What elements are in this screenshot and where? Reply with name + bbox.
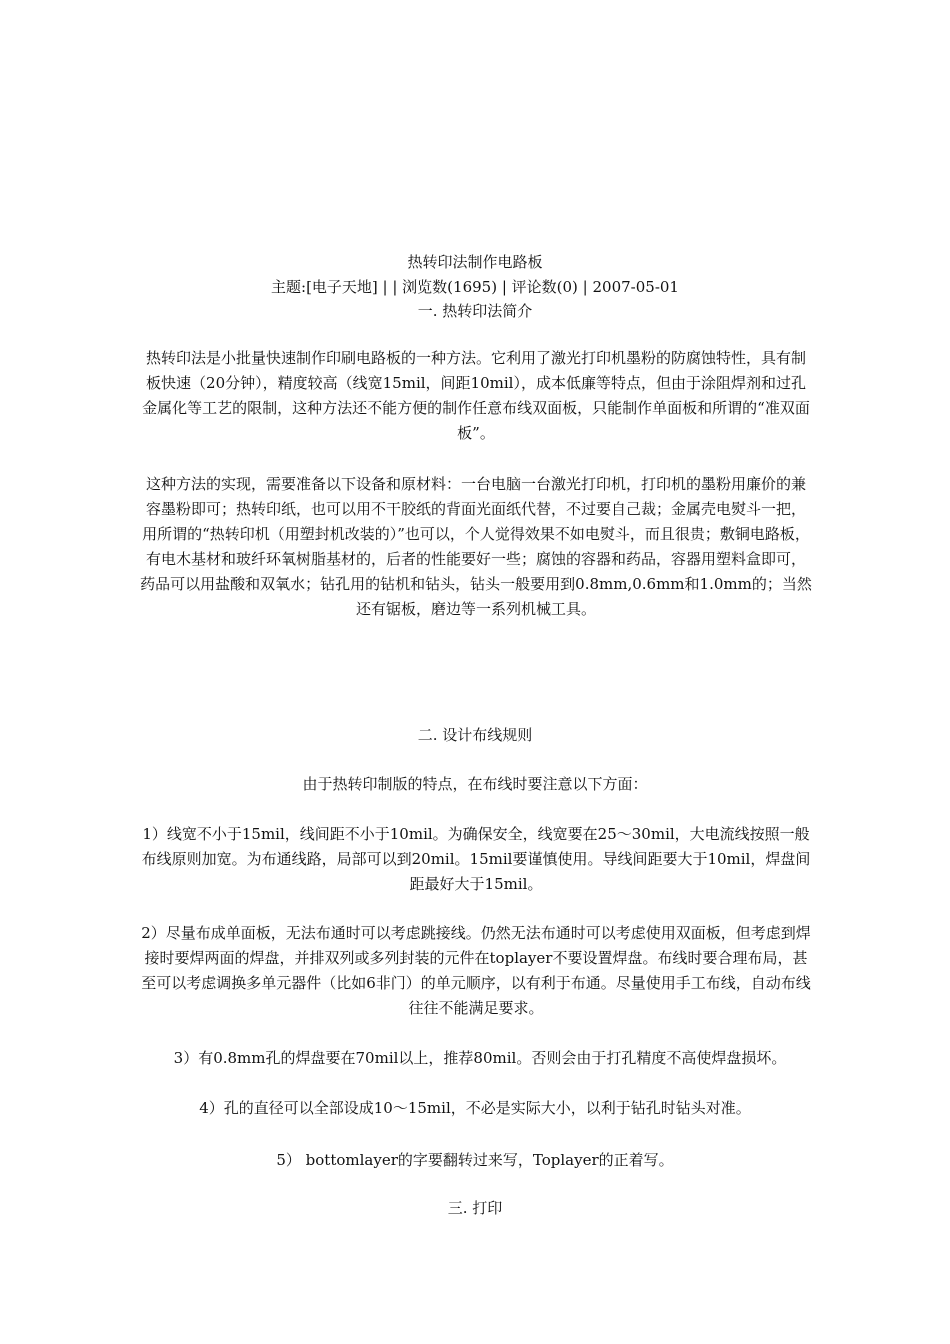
section-heading-1: 一. 热转印法简介 <box>417 302 533 320</box>
rule-item-2: 2）尽量布成单面板，无法布通时可以考虑跳接线。仍然无法布通时可以考虑使用双面板，但考虑到焊接时要焊两面的焊盘，并排双列或多列封装的元件在toplayer不要设置焊盘。布线时要合理布局，甚至可以考虑调换多单元器件（比如6非门）的单元顺序，以有利于布通。尽量使用手工布线，自动布线往往不能满足要求。 <box>141 924 811 1017</box>
section-heading-2: 二. 设计布线规则 <box>417 726 533 744</box>
section-2-intro: 由于热转印制版的特点，在布线时要注意以下方面： <box>302 775 648 793</box>
rule-item-1: 1）线宽不小于15mil，线间距不小于10mil。为确保安全，线宽要在25～30mil，大电流线按照一般布线原则加宽。为布通线路，局部可以到20mil。15mil要谨慎使用。导线间距要大于10mil，焊盘间距最好大于15mil。 <box>141 825 811 893</box>
rule-item-4: 4）孔的直径可以全部设成10～15mil，不必是实际大小，以利于钻孔时钻头对准。 <box>199 1099 751 1117</box>
paragraph-materials: 这种方法的实现，需要准备以下设备和原材料：一台电脑一台激光打印机，打印机的墨粉用廉价的兼容墨粉即可；热转印纸，也可以用不干胶纸的背面光面纸代替，不过要自己裁；金属壳电熨斗一把，用所谓的“热转印机（用塑封机改装的）”也可以，个人觉得效果不如电熨斗，而且很贵；敷铜电路板，有电木基材和玻纤环氧树脂基材的，后者的性能要好一些；腐蚀的容器和药品，容器用塑料盒即可，药品可以用盐酸和双氧水；钻孔用的钻机和钻头，钻头一般要用到0.8mm,0.6mm和1.0mm的；当然还有锯板，磨边等一系列机械工具。 <box>140 475 812 618</box>
rule-item-3: 3）有0.8mm孔的焊盘要在70mil以上，推荐80mil。否则会由于打孔精度不高使焊盘损坏。 <box>173 1049 787 1067</box>
page-title: 热转印法制作电路板 <box>407 253 543 271</box>
meta-info: 主题:[电子天地] | | 浏览数(1695) | 评论数(0) | 2007-05-01 <box>271 278 679 296</box>
paragraph-intro: 热转印法是小批量快速制作印刷电路板的一种方法。它利用了激光打印机墨粉的防腐蚀特性，具有制板快速（20分钟），精度较高（线宽15mil，间距10mil），成本低廉等特点，但由于涂阻焊剂和过孔金属化等工艺的限制，这种方法还不能方便的制作任意布线双面板，只能制作单面板和所谓的“准双面板”。 <box>142 349 810 442</box>
rule-item-5: 5） bottomlayer的字要翻转过来写，Toplayer的正着写。 <box>276 1151 674 1169</box>
section-heading-3: 三. 打印 <box>447 1199 503 1217</box>
